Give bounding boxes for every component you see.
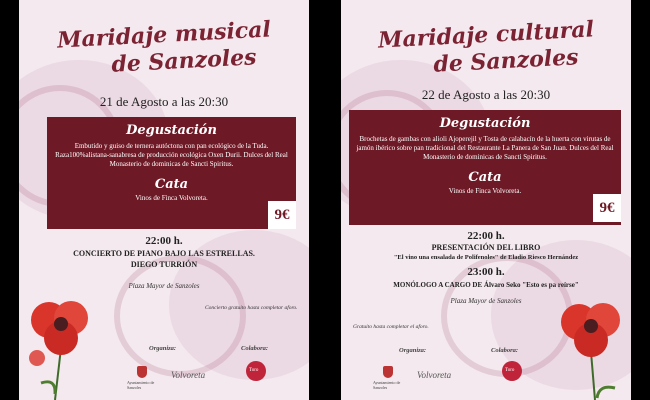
poster-left bbox=[19, 0, 309, 400]
toro-logo-text: Toro bbox=[505, 368, 515, 373]
poster-title-line2: de Sanzoles bbox=[432, 44, 580, 78]
poster-title-line2: de Sanzoles bbox=[110, 44, 258, 78]
event-line2: DIEGO TURRIÓN bbox=[130, 260, 198, 269]
event1-line1: PRESENTACIÓN DEL LIBRO bbox=[431, 243, 541, 252]
poster-right bbox=[341, 0, 631, 400]
event2-line1: MONÓLOGO A CARGO DE Álvaro Seko "Esto es pa reírse" bbox=[393, 281, 579, 289]
price-badge: 9€ bbox=[593, 194, 621, 222]
wine-stain bbox=[114, 255, 246, 377]
event-time-1: 22:00 h. bbox=[467, 230, 505, 242]
event-line1: CONCIERTO DE PIANO BAJO LAS ESTRELLAS. bbox=[73, 249, 255, 258]
event-date: 22 de Agosto a las 20:30 bbox=[421, 87, 551, 102]
ayuntamiento-logo-text: Ayuntamiento de Sanzoles bbox=[127, 380, 155, 390]
event-place: Plaza Mayor de Sanzoles bbox=[128, 282, 200, 290]
ayuntamiento-logo-text: Ayuntamiento de Sanzoles bbox=[373, 380, 401, 390]
cata-heading: Cata bbox=[468, 170, 502, 185]
event-time: 22:00 h. bbox=[145, 235, 183, 247]
event-time-2: 23:00 h. bbox=[467, 266, 505, 278]
tasting-text: Brochetas de gambas con alioli Ajoperejil y Tosta de calabacín de la huerta con virutas de jamón ibérico sobre pan tradicional del Restaurante La Panera de San Juan. Dulces del Real Monasterio de dominicas de Sancti Spiritus. bbox=[356, 135, 614, 161]
tasting-box bbox=[47, 117, 296, 229]
tasting-box bbox=[349, 110, 621, 225]
volvoreta-logo: Volvoreta bbox=[171, 370, 206, 380]
colabora-label: Colabora: bbox=[491, 347, 519, 354]
poppy-flower-icon bbox=[549, 292, 631, 400]
town-crest-icon bbox=[383, 366, 393, 378]
organiza-label: Organiza: bbox=[149, 345, 177, 352]
event1-line2: "El vino una ensalada de Polifenoles" de Eladio Riesco Hernández bbox=[393, 254, 579, 261]
toro-logo-text: Toro bbox=[249, 368, 259, 373]
poppy-flower-icon bbox=[21, 288, 101, 400]
poster-title-line1: Maridaje musical bbox=[56, 16, 272, 54]
tasting-text: Embutido y guiso de ternera autóctona con pan ecológico de la Tuda. Raza100%alistana-sanabresa de producción ecológica Oxen Durii. Dulces del Real Monasterio de dominicas de Sancti Spiritus. bbox=[55, 142, 288, 168]
tasting-heading: Degustación bbox=[439, 116, 531, 131]
poster-title-line1: Maridaje cultural bbox=[377, 16, 595, 54]
volvoreta-logo: Volvoreta bbox=[417, 370, 452, 380]
town-crest-icon bbox=[137, 366, 147, 378]
cata-text: Vinos de Finca Volvoreta. bbox=[135, 194, 208, 202]
organiza-label: Organiza: bbox=[399, 347, 427, 354]
colabora-label: Colabora: bbox=[241, 345, 269, 352]
cata-text: Vinos de Finca Volvoreta. bbox=[448, 187, 522, 195]
capacity-note: Concierto gratuito hasta completar aforo. bbox=[205, 305, 298, 311]
event-date: 21 de Agosto a las 20:30 bbox=[99, 94, 229, 109]
capacity-note: Gratuito hasta completar el aforo. bbox=[353, 324, 429, 330]
event-place: Plaza Mayor de Sanzoles bbox=[450, 297, 522, 305]
price-badge: 9€ bbox=[268, 201, 296, 229]
cata-heading: Cata bbox=[154, 177, 189, 192]
tasting-heading: Degustación bbox=[126, 123, 217, 138]
